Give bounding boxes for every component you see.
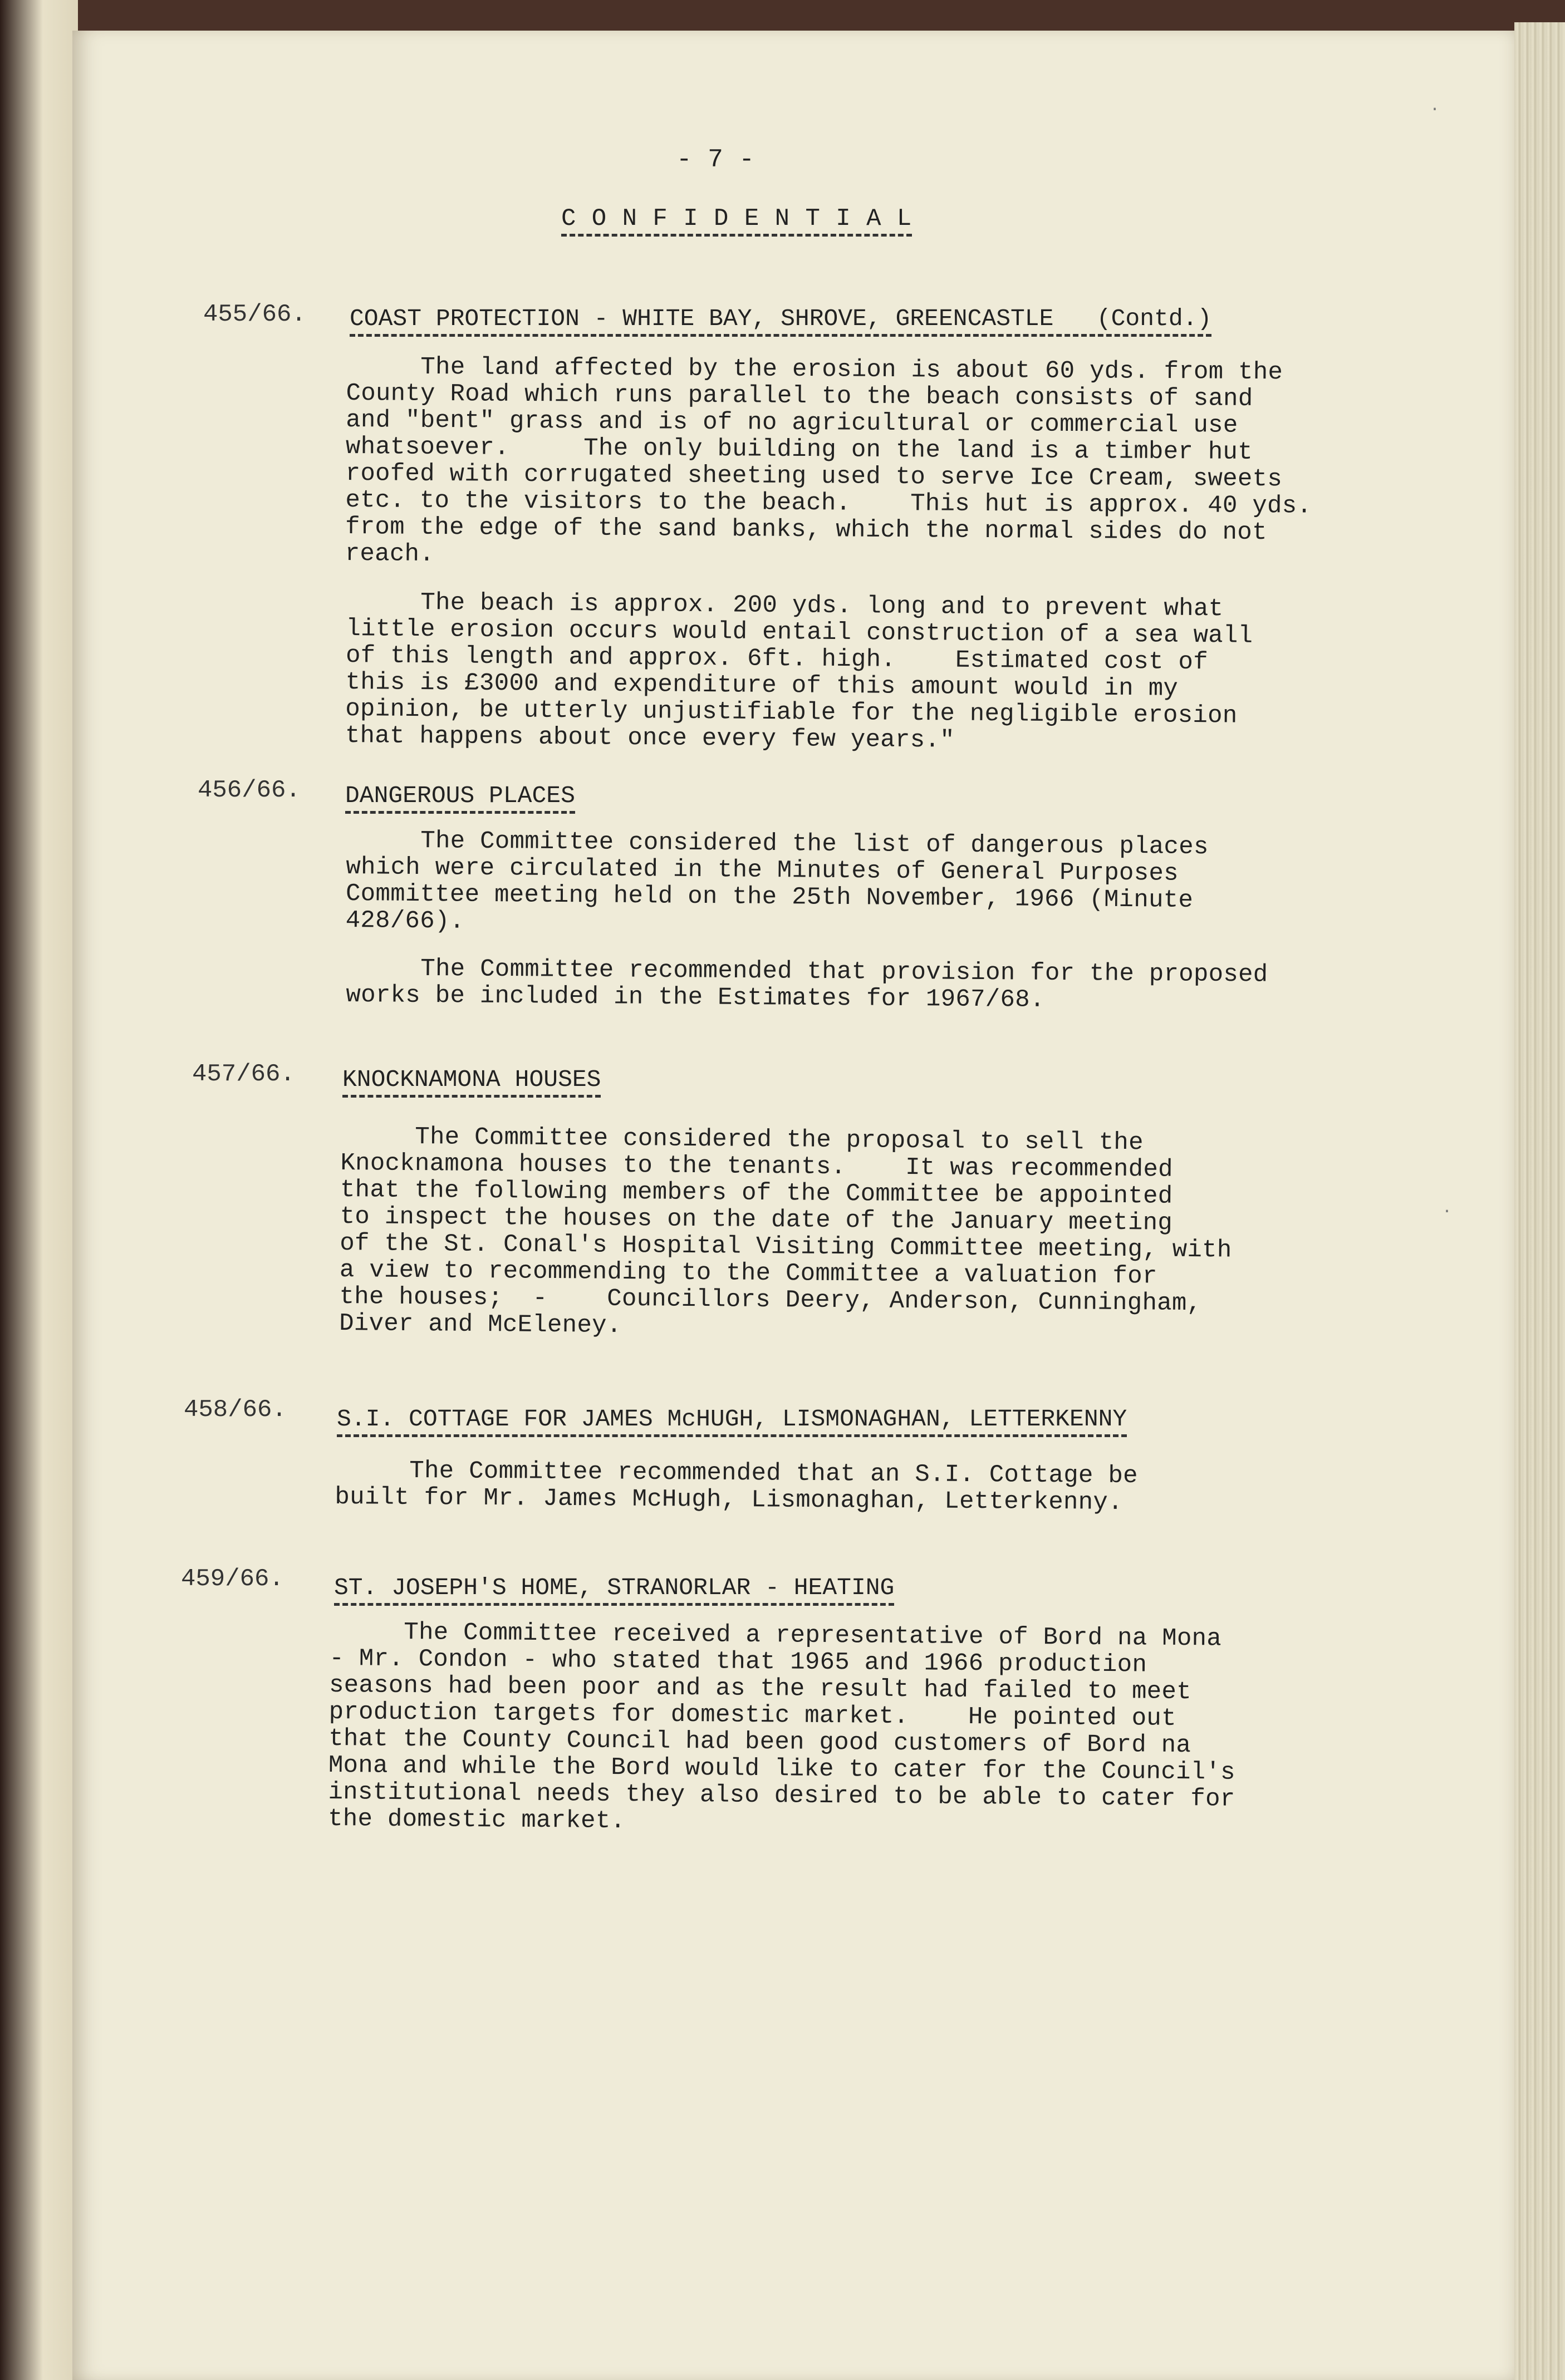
item-paragraph: The beach is approx. 200 yds. long and to prevent what little erosion occurs would entail construction of a sea wall of this length and approx. 6ft. high. Estimated cost of this is £3000 and expenditure of this amount would in my opinion, be utterly unjustifiable for the negligible erosion that happens about once every few years.": [345, 588, 1253, 755]
margin-mark: ·: [1430, 100, 1440, 119]
item-heading: COAST PROTECTION - WHITE BAY, SHROVE, GREENCASTLE (Contd.): [350, 305, 1211, 337]
minute-number: 459/66.: [181, 1565, 284, 1593]
minute-number: 455/66.: [203, 301, 306, 328]
page-number: - 7 -: [676, 145, 755, 174]
item-paragraph: The Committee recommended that an S.I. Cottage be built for Mr. James McHugh, Lismonaghan, Letterkenny.: [335, 1457, 1139, 1517]
confidential-label: C O N F I D E N T I A L: [561, 205, 912, 237]
item-heading: S.I. COTTAGE FOR JAMES McHUGH, LISMONAGHAN, LETTERKENNY: [337, 1405, 1127, 1437]
item-paragraph: The Committee received a representative of Bord na Mona - Mr. Condon - who stated that 1965 and 1966 production seasons had been poor and as the result had failed to meet production targets for domestic market. He pointed out that the County Council had been good customers of Bord na Mona and while the Bord would like to cater for the Council's institutional needs they also desired to be able to cater for the domestic market.: [327, 1618, 1236, 1836]
minute-number: 457/66.: [192, 1060, 295, 1088]
item-paragraph: The land affected by the erosion is about 60 yds. from the County Road which runs parallel to the beach consists of sand and "bent" grass and is of no agricultural or commercial use whatsoever. The only building on the land is a timber hut roofed with corrugated sheeting used to serve Ice Cream, sweets etc. to the visitors to the beach. This hut is approx. 40 yds. from the edge of the sand banks, which the normal sides do not reach.: [345, 353, 1312, 568]
item-paragraph: The Committee considered the list of dangerous places which were circulated in the Minutes of General Purposes Committee meeting held on the 25th November, 1966 (Minute 428/66).: [345, 827, 1209, 936]
item-heading: KNOCKNAMONA HOUSES: [342, 1066, 601, 1098]
minute-number: 456/66.: [198, 776, 301, 804]
item-paragraph: The Committee considered the proposal to sell the Knocknamona houses to the tenants. It was recommended that the following members of the Committee be appointed to inspect the houses on the date of the January meeting of the St. Conal's Hospital Visiting Committee meeting, with a view to recommending to the Committee a valuation for the houses; - Councillors Deery, Anderson, Cunningham, Diver and McEleney.: [338, 1123, 1232, 1340]
margin-mark: ·: [1442, 1202, 1453, 1221]
page-edges: [1514, 22, 1565, 2380]
item-heading: ST. JOSEPH'S HOME, STRANORLAR - HEATING: [334, 1574, 894, 1606]
item-paragraph: The Committee recommended that provision for the proposed works be included in the Estimates for 1967/68.: [346, 955, 1268, 1014]
minute-number: 458/66.: [184, 1396, 287, 1424]
item-heading: DANGEROUS PLACES: [345, 782, 575, 814]
book-spine: [0, 0, 78, 2380]
